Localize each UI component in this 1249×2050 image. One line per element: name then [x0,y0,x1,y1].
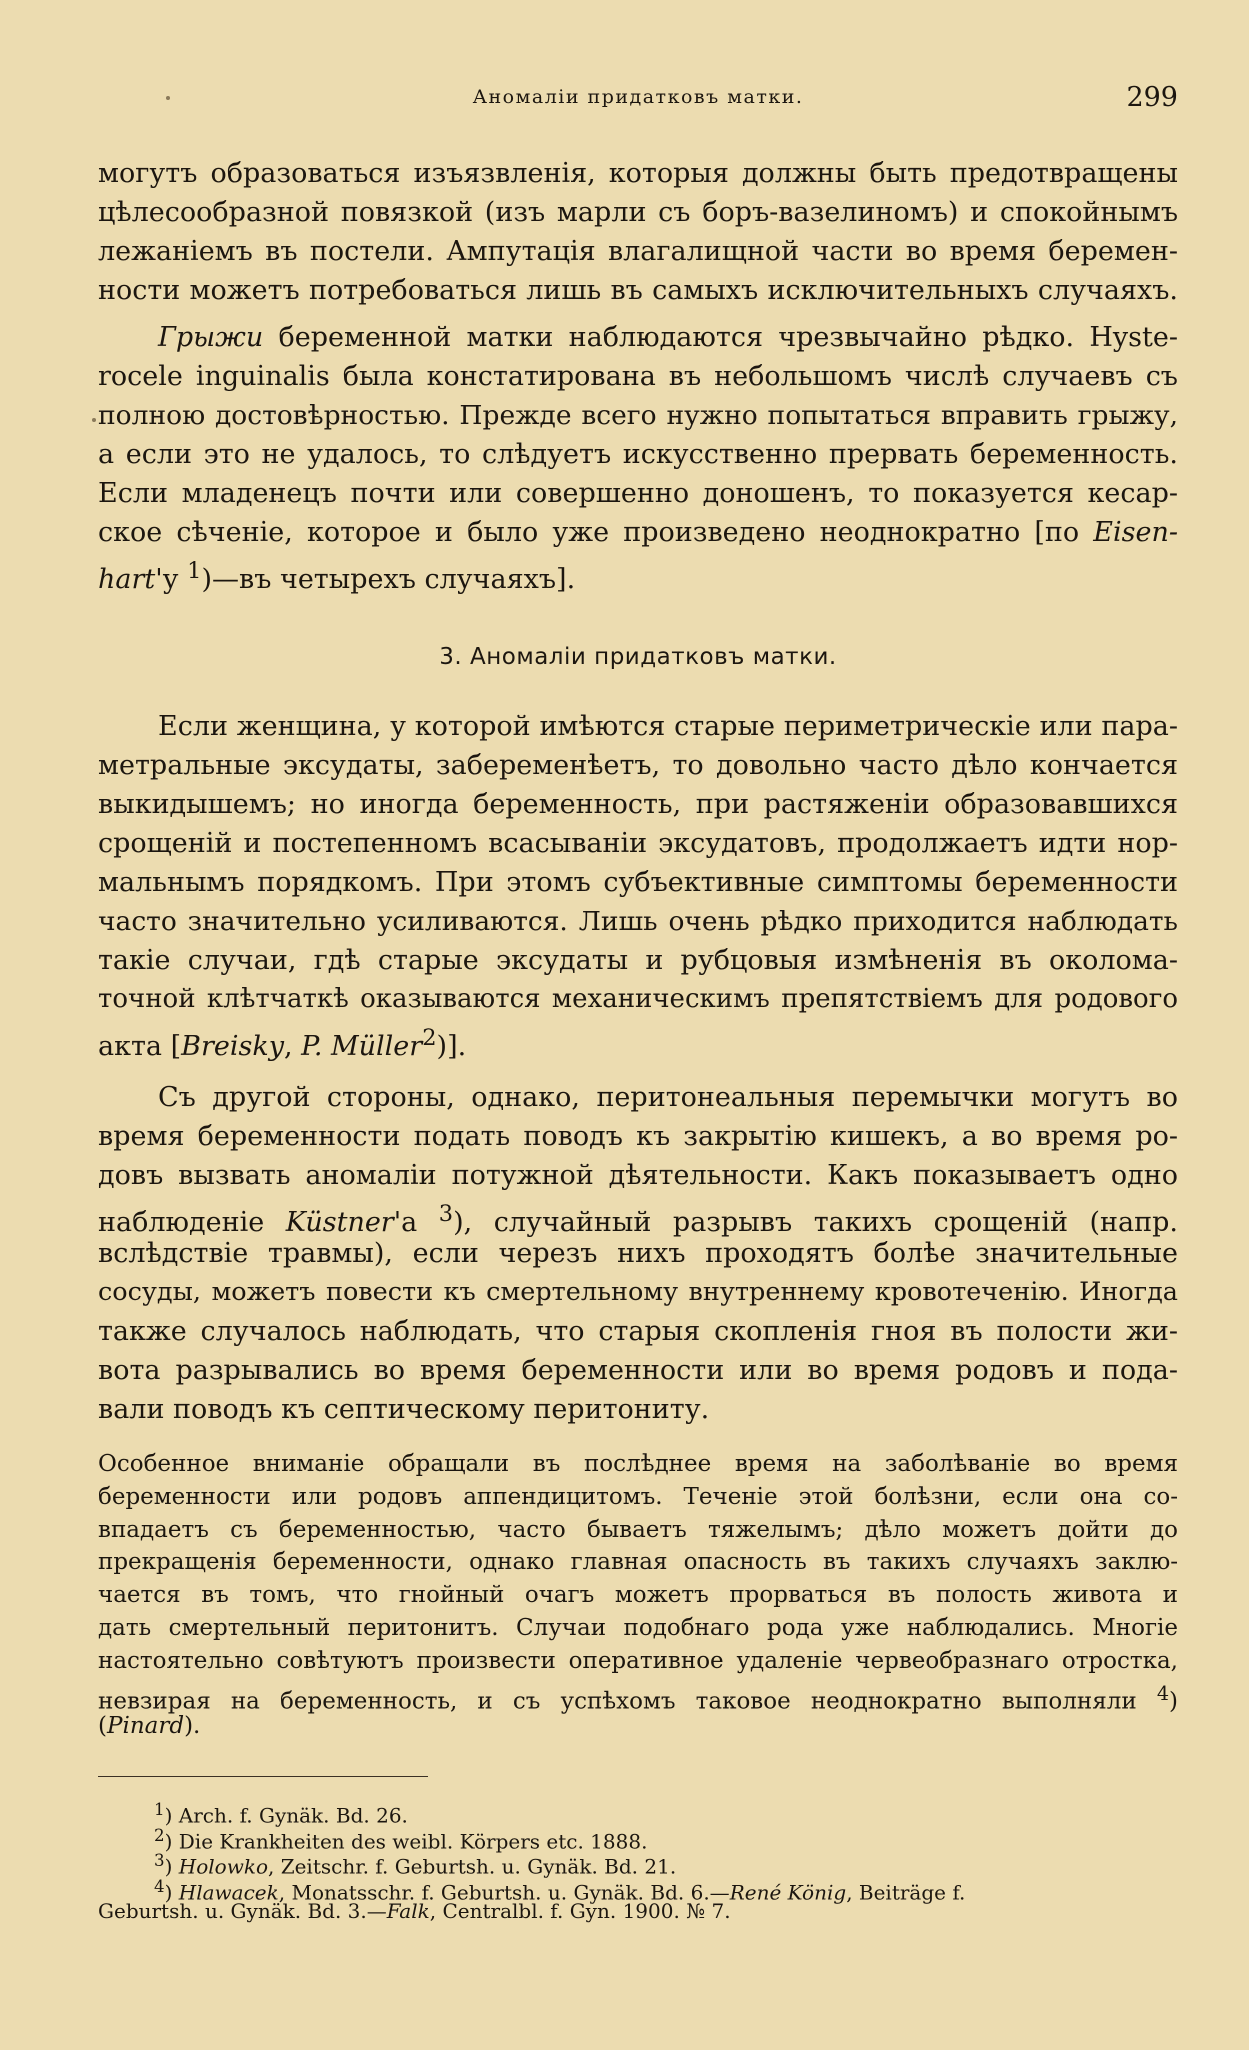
footnote-text: , Monatsschr. f. Geburtsh. u. Gynäk. Bd. 6.— [278,1880,730,1905]
text-line: метральные эксудаты, забеременѣетъ, то довольно часто дѣло кончается [98,750,1178,781]
text-line: часто значительно усиливаются. Лишь очень рѣдко приходится наблюдать [98,906,1178,937]
text-line: довъ вызвать аномалiи потужной дѣятельности. Какъ показываетъ одно [98,1160,1178,1191]
italic-term: Грыжи [158,322,264,353]
footnote-text: Geburtsh. u. Gynäk. Bd. 3.— [98,1899,387,1923]
text-line: а если это не удалось, то слѣдуетъ искусственно прервать беременность. [98,439,1178,470]
text-line [98,1195,1178,1238]
text-line: вали поводъ къ септическому перитониту. [98,1394,710,1425]
footnote-number: 4 [154,1876,165,1896]
footnote-text: , Beiträge f. [846,1880,966,1905]
text-line: мальнымъ порядкомъ. При этомъ субъективные симптомы беременности [98,867,1178,898]
text-line [98,1710,1178,1743]
text-span: )]. [436,1031,467,1062]
page-header [98,82,1178,116]
text-span: ). [184,1713,201,1740]
text-span: наблюденiе [98,1207,286,1238]
footnote-divider [98,1776,428,1777]
page-number: 299 [1126,82,1178,113]
author-name: Küstner [285,1207,394,1238]
author-name: hart [98,564,156,595]
print-speck [92,418,96,422]
text-line [98,318,1178,357]
author-name: P. Müller [301,1031,423,1062]
text-line: вслѣдствiе травмы), если черезъ нихъ проходятъ болѣе значительные [98,1238,1178,1269]
text-line: выкидышемъ; но иногда беременность, при растяженiи образовавшихся [98,789,1178,820]
text-line: rocele inguinalis была констатирована въ небольшомъ числѣ случаевъ съ [98,361,1178,392]
section-title: 3. Аномалiи придатковъ матки. [439,644,837,670]
footnote-4 [98,1874,1178,1905]
text-line: Если женщина, у которой имѣются старые периметрическiе или пара- [158,711,1178,742]
text-line: Если младенецъ почти или совершенно доношенъ, то показуется кесар- [98,478,1178,509]
text-line: срощенiй и постепенномъ всасыванiи эксудатовъ, продолжаетъ идти нор- [98,828,1178,859]
author-name: Falk [386,1899,430,1923]
footnote-text: ) Arch. f. Gynäk. Bd. 26. [164,1803,408,1828]
text-line: беременности или родовъ аппендицитомъ. Теченiе этой болѣзни, если она со- [98,1483,1178,1510]
text-line: ности можетъ потребоваться лишь въ самыхъ исключительныхъ случаяхъ. [98,275,1178,306]
footnote-number: 3 [154,1851,165,1870]
running-head: Аномалiи придатковъ матки. [472,86,804,108]
text-line: могутъ образоваться изъязвленiя, которыя должны быть предотвращены [98,158,1178,189]
author-name: Hlawacek [178,1880,279,1905]
footnote-ref: 3 [438,1201,454,1227]
footnote-4-continued [98,1899,1178,1925]
paragraph-exudates [98,707,1178,1062]
paragraph-appendicitis [98,1448,1178,1743]
text-span: беременной матки наблюдаются чрезвычайно рѣдко. Hyste- [263,322,1178,353]
author-name: Breisky [181,1031,284,1062]
text-line: прекращенiя беременности, однако главная опасность въ такихъ случаяхъ заклю- [98,1549,1178,1576]
footnote-1 [98,1797,1178,1828]
text-line: лежанiемъ въ постели. Ампутацiя влагалищной части во время беремен- [98,236,1178,267]
text-line: сосуды, можетъ повести къ смертельному внутреннему кровотеченiю. Иногда [98,1277,1178,1307]
text-line: впадаетъ съ беременностью, часто бываетъ тяжелымъ; дѣло можетъ дойти до [98,1516,1178,1543]
text-line [98,1678,1178,1715]
footnote-3 [98,1848,1178,1879]
text-span: ( [98,1713,107,1740]
text-span: ), случайный разрывъ такихъ срощенiй (напр. [453,1207,1178,1238]
text-line: также случалось наблюдать, что старыя скопленiя гноя въ полости жи- [98,1316,1178,1347]
text-span: 'а [393,1207,439,1238]
text-line: дать смертельный перитонитъ. Случаи подобнаго рода уже наблюдались. Многiе [98,1614,1178,1641]
author-name: Eisen- [1093,517,1178,548]
footnote-text: ) Die Krankheiten des weibl. Körpers etc. 1888. [164,1829,648,1854]
footnote-ref: 4 [1156,1681,1170,1705]
text-line [98,552,1178,595]
text-span: невзирая на беременность, и съ успѣхомъ таковое неоднократно выполняли [98,1688,1157,1715]
footnote-number: 1 [154,1800,165,1819]
paragraph-adhesions [98,1078,1178,1429]
footnote-text: , Zeitschr. f. Geburtsh. u. Gynäk. Bd. 21. [267,1854,677,1879]
footnote-ref: 2 [422,1025,437,1051]
text-line: такiе случаи, гдѣ старые эксудаты и рубцовыя измѣненiя въ околома- [98,945,1178,976]
text-line: настоятельно совѣтуютъ произвести оперативное удаленiе червеобразнаго отростка, [98,1647,1178,1674]
text-line: Особенное вниманiе обращали въ послѣднее время на заболѣванiе во время [98,1451,1178,1477]
text-line: точной клѣтчаткѣ оказываются механическимъ препятствiемъ для родового [98,984,1178,1014]
text-line: цѣлесообразной повязкой (изъ марли съ боръ-вазелиномъ) и спокойнымъ [98,197,1178,228]
paragraph-1 [98,154,1178,310]
text-span: ) [1169,1688,1178,1715]
footnotes [98,1797,1178,1925]
text-line [98,513,1178,552]
text-line: Съ другой стороны, однако, перитонеальныя перемычки могутъ во [158,1082,1178,1113]
text-line: время беременности подать поводъ къ закрытiю кишекъ, а во время ро- [98,1121,1178,1152]
text-span: 'у [155,564,188,595]
author-name: Holowko [178,1854,268,1879]
paragraph-hernia [98,318,1178,595]
author-name: Pinard [106,1713,185,1740]
footnote-number: 2 [154,1825,165,1845]
text-span: акта [ [98,1031,182,1062]
author-name: René König [729,1880,847,1905]
footnote-text: ) [164,1880,179,1905]
text-span: ское сѣченiе, которое и было уже произведено неоднократно [по [98,517,1094,548]
footnote-text: ) [164,1854,179,1879]
footnote-ref: 1 [187,558,202,584]
text-line [98,1019,1178,1062]
text-line: вота разрывались во время беременности или во время родовъ и пода- [98,1355,1178,1386]
text-span: )—въ четырехъ случаяхъ]. [201,564,576,595]
text-line: чается въ томъ, что гнойный очагъ можетъ прорваться въ полость живота и [98,1582,1178,1609]
footnote-text: , Centralbl. f. Gyn. 1900. № 7. [429,1899,731,1923]
footnote-2 [98,1823,1178,1854]
text-span: , [283,1031,302,1062]
text-line: полною достовѣрностью. Прежде всего нужно попытаться вправить грыжу, [98,400,1178,431]
